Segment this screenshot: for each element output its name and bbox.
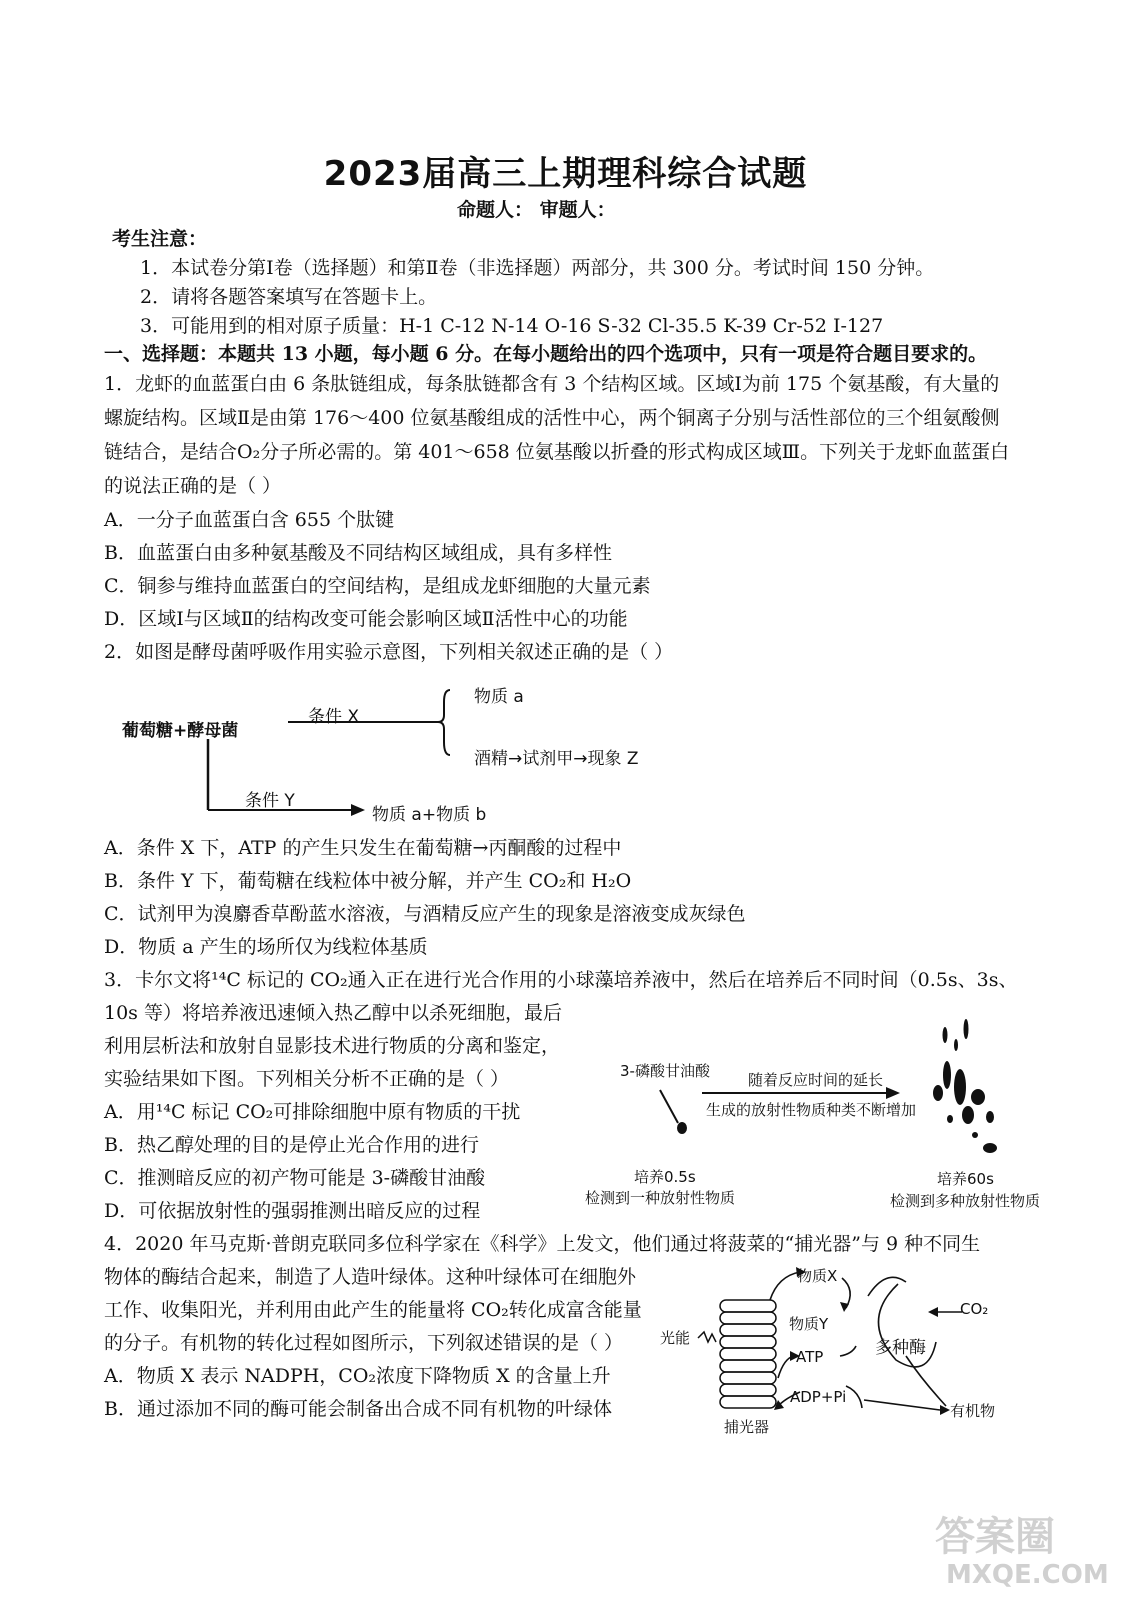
q3-stem: 10s 等）将培养液迅速倾入热乙醇中以杀死细胞，最后: [104, 1002, 562, 1024]
q1-option-d: D．区域Ⅰ与区域Ⅱ的结构改变可能会影响区域Ⅱ活性中心的功能: [104, 608, 628, 630]
page-title: 2023届高三上期理科综合试题: [323, 154, 808, 194]
q2-option-b: B．条件 Y 下，葡萄糖在线粒体中被分解，并产生 CO₂和 H₂O: [104, 870, 632, 892]
notice-heading: 考生注意：: [112, 228, 208, 250]
q2-option-d: D．物质 a 产生的场所仅为线粒体基质: [104, 936, 428, 958]
q3-stem: 3．卡尔文将¹⁴C 标记的 CO₂通入正在进行光合作用的小球藻培养液中，然后在培养后不同时间（0.5s、3s、: [104, 969, 1018, 991]
q1-option-b: B．血蓝蛋白由多种氨基酸及不同结构区域组成，具有多样性: [104, 542, 612, 564]
q4-stem: 工作、收集阳光，并利用由此产生的能量将 CO₂转化成富含能量: [104, 1299, 642, 1321]
product-a-label: 物质 a: [474, 687, 524, 707]
authors-line: 命题人： 审题人：: [457, 199, 616, 221]
q4-stem: 物体的酶结合起来，制造了人造叶绿体。这种叶绿体可在细胞外: [104, 1266, 637, 1288]
atp-label: ATP: [796, 1348, 824, 1366]
q1-stem: 的说法正确的是（ ）: [104, 475, 282, 497]
q3-option-c: C．推测暗反应的初产物可能是 3-磷酸甘油酸: [104, 1167, 486, 1189]
radioactive-spots: [933, 1019, 997, 1153]
q4-stem: 4．2020 年马克斯·普朗克联同多位科学家在《科学》上发文，他们通过将菠菜的“捕光器”与 9 种不同生: [104, 1233, 981, 1255]
radiography-diagram: [600, 1015, 1030, 1165]
watermark-logo: 答案圈: [935, 1514, 1055, 1560]
alcohol-chain-label: 酒精→试剂甲→现象 Z: [474, 749, 639, 769]
q1-stem: 螺旋结构。区域Ⅱ是由第 176～400 位氨基酸组成的活性中心，两个铜离子分别与活性部位的三个组氨酸侧: [104, 407, 1000, 429]
q4-stem: 的分子。有机物的转化过程如图所示，下列叙述错误的是（ ）: [104, 1332, 624, 1354]
arrow-bottom-label: 生成的放射性物质种类不断增加: [706, 1101, 917, 1119]
light-collector-icon: [720, 1300, 776, 1408]
watermark-url: MXQE.COM: [946, 1560, 1109, 1590]
q1-stem: 链结合，是结合O₂分子所必需的。第 401～658 位氨基酸以折叠的形式构成区域Ⅲ。下列关于龙虾血蓝蛋白: [104, 441, 1010, 463]
light-energy-label: 光能: [660, 1329, 691, 1347]
q1-option-c: C．铜参与维持血蓝蛋白的空间结构，是组成龙虾细胞的大量元素: [104, 575, 651, 597]
condition-x-label: 条件 X: [308, 707, 360, 727]
co2-label: CO₂: [960, 1300, 989, 1318]
left-caption-result: 检测到一种放射性物质: [585, 1189, 736, 1207]
arrow-top-label: 随着反应时间的延长: [748, 1071, 884, 1089]
pga-label: 3-磷酸甘油酸: [620, 1062, 710, 1080]
enzymes-label: 多种酶: [875, 1338, 926, 1358]
q2-stem: 2．如图是酵母菌呼吸作用实验示意图，下列相关叙述正确的是（ ）: [104, 641, 674, 663]
q1-option-a: A．一分子血蓝蛋白含 655 个肽键: [104, 509, 395, 531]
q2-option-a: A．条件 X 下，ATP 的产生只发生在葡萄糖→丙酮酸的过程中: [104, 837, 622, 859]
condition-y-label: 条件 Y: [245, 791, 295, 811]
substance-x-label: 物质X: [797, 1267, 838, 1285]
left-caption-time: 培养0.5s: [634, 1168, 696, 1186]
notice-item: 1．本试卷分第Ⅰ卷（选择题）和第Ⅱ卷（非选择题）两部分，共 300 分。考试时间 150 分钟。: [140, 257, 935, 279]
section-heading: 一、选择题：本题共 13 小题，每小题 6 分。在每小题给出的四个选项中，只有一项是符合题目要求的。: [104, 343, 988, 365]
q3-option-a: A．用¹⁴C 标记 CO₂可排除细胞中原有物质的干扰: [104, 1101, 521, 1123]
q4-option-a: A．物质 X 表示 NADPH，CO₂浓度下降物质 X 的含量上升: [104, 1365, 611, 1387]
notice-item: 3．可能用到的相对原子质量：H-1 C-12 N-14 O-16 S-32 Cl-35.5 K-39 Cr-52 I-127: [140, 315, 884, 337]
q3-option-b: B．热乙醇处理的目的是停止光合作用的进行: [104, 1134, 479, 1156]
q3-stem: 利用层析法和放射自显影技术进行物质的分离和鉴定，: [104, 1035, 561, 1057]
q3-stem: 实验结果如下图。下列相关分析不正确的是（ ）: [104, 1068, 510, 1090]
light-collector-label: 捕光器: [724, 1418, 770, 1436]
product-ab-label: 物质 a+物质 b: [372, 805, 487, 825]
organic-matter-label: 有机物: [950, 1402, 996, 1420]
q1-stem: 1．龙虾的血蓝蛋白由 6 条肽链组成，每条肽链都含有 3 个结构区域。区域Ⅰ为前 175 个氨基酸，有大量的: [104, 373, 1000, 395]
right-caption-time: 培养60s: [937, 1170, 994, 1188]
substance-y-label: 物质Y: [789, 1315, 829, 1333]
q2-option-c: C．试剂甲为溴麝香草酚蓝水溶液，与酒精反应产生的现象是溶液变成灰绿色: [104, 903, 746, 925]
right-caption-result: 检测到多种放射性物质: [890, 1192, 1041, 1210]
adp-label: ADP+Pi: [790, 1388, 847, 1406]
notice-item: 2．请将各题答案填写在答题卡上。: [140, 286, 438, 308]
diagram-start-label: 葡萄糖+酵母菌: [122, 721, 239, 741]
chloroplast-diagram: [660, 1260, 1000, 1435]
q3-option-d: D．可依据放射性的强弱推测出暗反应的过程: [104, 1200, 481, 1222]
q4-option-b: B．通过添加不同的酶可能会制备出合成不同有机物的叶绿体: [104, 1398, 612, 1420]
